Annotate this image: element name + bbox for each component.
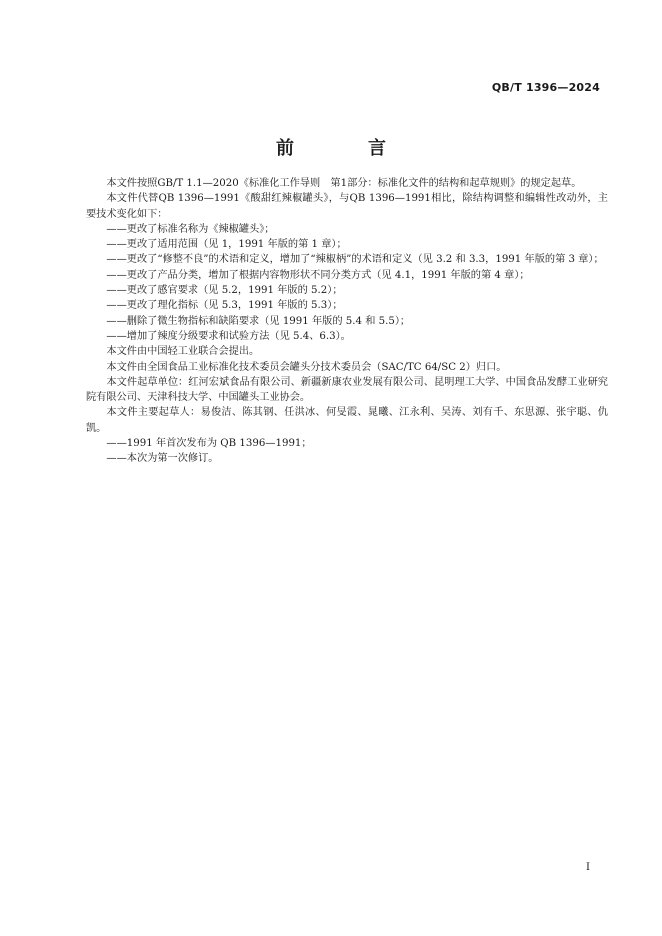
change-item: ——更改了感官要求（见 5.2，1991 年版的 5.2）； <box>106 285 343 297</box>
document-code: QB/T 1396—2024 <box>491 81 600 94</box>
paragraph-drafting-units: 本文件起草单位：红河宏斌食品有限公司、新疆新康农业发展有限公司、昆明理工大学、中国食品发酵工业研究院有限公司、天津科技大学、中国罐头工业协会。 <box>86 376 608 404</box>
history-item: ——1991 年首次发布为 QB 1396—1991； <box>106 438 312 450</box>
paragraph-committee: 本文件由全国食品工业标准化技术委员会罐头分技术委员会（SAC/TC 64/SC 2）归口。 <box>106 361 507 373</box>
page-title: 前 言 <box>276 138 414 159</box>
foreword-body <box>86 176 608 467</box>
change-item: ——更改了适用范围（见 1，1991 年版的第 1 章）； <box>106 239 347 251</box>
change-item: ——增加了辣度分级要求和试验方法（见 5.4、6.3）。 <box>106 330 351 342</box>
paragraph-drafters: 本文件主要起草人：易俊洁、陈其钢、任洪冰、何旻霞、晁曦、江永利、吴涛、刘有千、东思源、张宇聪、仇凯。 <box>86 407 608 434</box>
paragraph-drafting-rules: 本文件按照GB/T 1.1—2020《标准化工作导则 第1部分：标准化文件的结构和起草规则》的规定起草。 <box>106 178 582 189</box>
page-number: I <box>586 862 590 873</box>
paragraph-replacement: 本文件代替QB 1396—1991《酸甜红辣椒罐头》，与QB 1396—1991相比，除结构调整和编辑性改动外，主要技术变化如下： <box>86 193 608 220</box>
paragraph-proposer: 本文件由中国轻工业联合会提出。 <box>106 346 260 358</box>
change-item: ——更改了“修整不良”的术语和定义，增加了“辣椒柄”的术语和定义（见 3.2 和 3.3，1991 年版的第 3 章）； <box>106 254 604 266</box>
history-item: ——本次为第一次修订。 <box>106 453 219 465</box>
change-item: ——删除了微生物指标和缺陷要求（见 1991 年版的 5.4 和 5.5）； <box>106 315 411 327</box>
change-item: ——更改了产品分类，增加了根据内容物形状不同分类方式（见 4.1，1991 年版的第 4 章）； <box>106 269 530 281</box>
change-item: ——更改了理化指标（见 5.3，1991 年版的 5.3）； <box>106 300 343 312</box>
change-item: ——更改了标准名称为《辣椒罐头》； <box>106 223 275 235</box>
